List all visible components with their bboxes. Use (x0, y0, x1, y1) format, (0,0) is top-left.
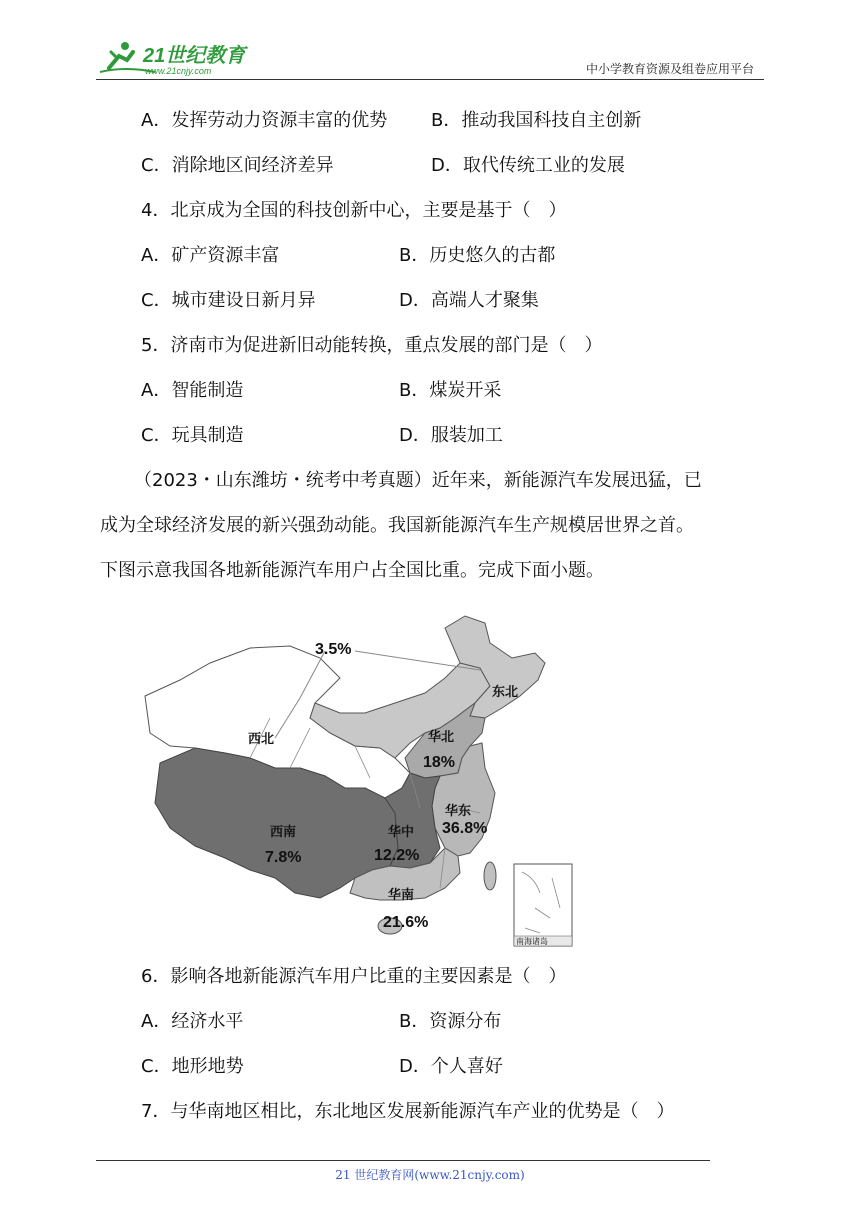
south-china-sea-inset (514, 864, 572, 946)
q5-stem: 5．济南市为促进新旧动能转换，重点发展的部门是（ ） (141, 335, 603, 356)
region-label-southwest: 西南 (270, 824, 297, 839)
q5-option-a: A．智能制造 (141, 380, 244, 401)
header-divider (96, 79, 764, 80)
china-ev-share-map (140, 608, 580, 948)
site-logo (95, 38, 265, 78)
q4-option-b: B．历史悠久的古都 (399, 245, 556, 266)
region-label-central: 华中 (388, 824, 415, 839)
q3-option-a: A．发挥劳动力资源丰富的优势 (141, 110, 388, 131)
q6-option-c: C．地形地势 (141, 1056, 244, 1077)
region-label-northwest: 西北 (248, 731, 275, 746)
footer-text: 21 世纪教育网(www.21cnjy.com) (335, 1168, 525, 1182)
region-label-east: 华东 (445, 803, 472, 818)
share-label-east: 36.8% (442, 820, 488, 837)
passage-line-3: 下图示意我国各地新能源汽车用户占全国比重。完成下面小题。 (100, 560, 604, 581)
platform-title: 中小学教育资源及组卷应用平台 (585, 62, 754, 76)
passage-line-1: （2023・山东潍坊・统考中考真题）近年来，新能源汽车发展迅猛，已 (134, 470, 702, 491)
logo-url: www.21cnjy.com (145, 66, 212, 76)
q5-option-c: C．玩具制造 (141, 425, 244, 446)
q3-option-c: C．消除地区间经济差异 (141, 155, 334, 176)
share-label-north: 18% (423, 754, 456, 771)
q4-option-a: A．矿产资源丰富 (141, 245, 280, 266)
inset-label: 南海诸岛 (516, 937, 548, 946)
q7-stem: 7．与华南地区相比，东北地区发展新能源汽车产业的优势是（ ） (141, 1101, 675, 1122)
q6-option-b: B．资源分布 (399, 1011, 502, 1032)
q6-option-d: D．个人喜好 (399, 1056, 503, 1077)
runner-logo-icon (95, 38, 265, 78)
region-label-north: 华北 (428, 729, 455, 744)
logo-text: 21世纪教育 (143, 45, 246, 67)
china-map-graphic (140, 608, 580, 948)
q4-stem: 4．北京成为全国的科技创新中心，主要是基于（ ） (141, 200, 567, 221)
taiwan-island-shape (484, 862, 496, 890)
share-label-central: 12.2% (374, 847, 420, 864)
q5-option-d: D．服装加工 (399, 425, 503, 446)
q6-option-a: A．经济水平 (141, 1011, 244, 1032)
share-label-northeast-northwest: 3.5% (315, 641, 352, 658)
q6-stem: 6．影响各地新能源汽车用户比重的主要因素是（ ） (141, 966, 567, 987)
q4-option-d: D．高端人才聚集 (399, 290, 539, 311)
q4-option-c: C．城市建设日新月异 (141, 290, 316, 311)
share-label-south: 21.6% (383, 914, 429, 931)
q3-option-b: B．推动我国科技自主创新 (431, 110, 642, 131)
region-label-northeast: 东北 (492, 684, 519, 699)
q5-option-b: B．煤炭开采 (399, 380, 502, 401)
q3-option-d: D．取代传统工业的发展 (431, 155, 625, 176)
share-label-southwest: 7.8% (265, 849, 302, 866)
footer-divider (96, 1160, 710, 1161)
passage-line-2: 成为全球经济发展的新兴强劲动能。我国新能源汽车生产规模居世界之首。 (100, 515, 694, 536)
region-label-south: 华南 (388, 887, 415, 902)
